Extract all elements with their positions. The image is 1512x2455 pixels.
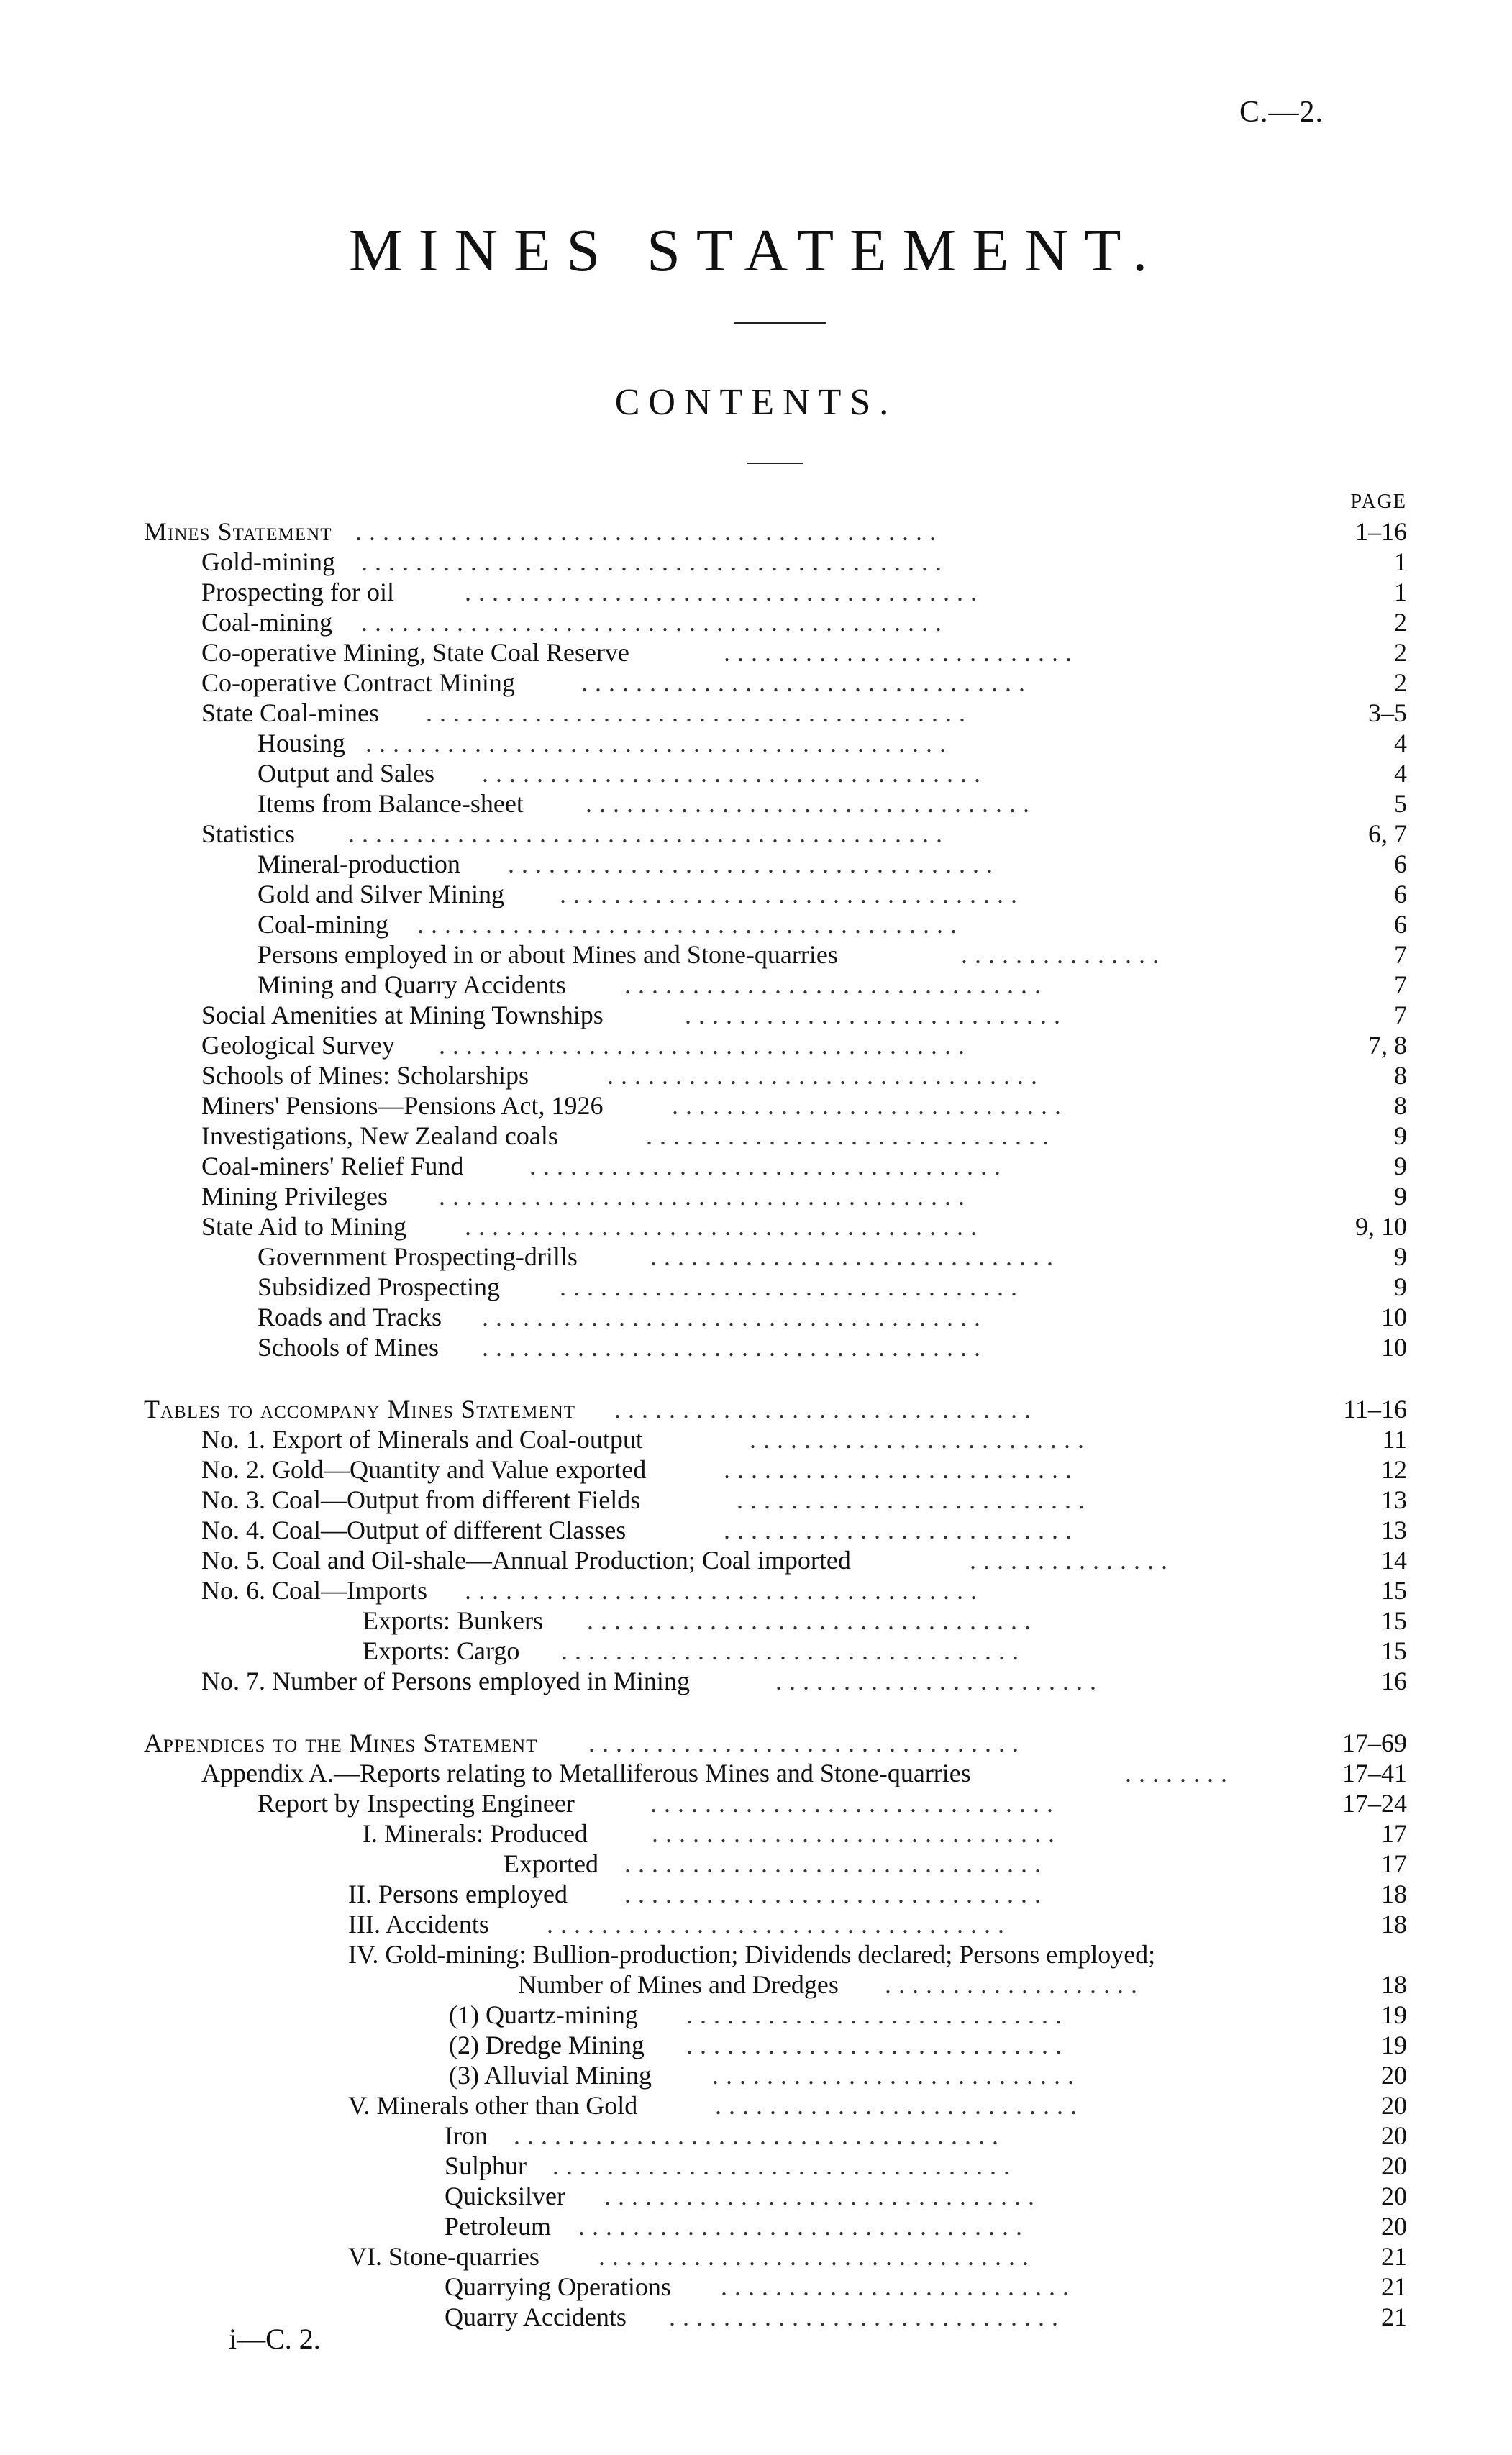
toc-entry-page: 18 [1381, 1910, 1407, 1939]
table-of-contents [144, 516, 1407, 2332]
toc-entry-title: Miners' Pensions—Pensions Act, 1926 [201, 1091, 604, 1120]
toc-entry-title: No. 7. Number of Persons employed in Mining [201, 1667, 690, 1695]
toc-entry [144, 1272, 1407, 1302]
dot-leader: .................................... [514, 2121, 1006, 2150]
toc-entry-page: 14 [1381, 1546, 1407, 1575]
toc-entry-page: 18 [1381, 1970, 1407, 1999]
toc-entry-page: 10 [1381, 1303, 1407, 1331]
toc-entry-title: Iron [445, 2121, 488, 2150]
toc-entry [144, 1788, 1407, 1818]
toc-entry-page: 6 [1394, 850, 1407, 878]
dot-leader: ...................................... [465, 578, 984, 606]
dot-leader: ....................................... [439, 1182, 972, 1211]
dot-leader: ............................... [624, 1880, 1048, 1908]
dot-leader: .................................. [561, 1636, 1026, 1665]
dot-leader: ............................... [624, 1849, 1048, 1878]
toc-entry-title: Mineral-production [258, 850, 460, 878]
toc-entry-page: 20 [1381, 2182, 1407, 2210]
toc-entry [144, 1758, 1407, 1788]
toc-entry-title: III. Accidents [348, 1910, 489, 1939]
footer-page-code: i—C. 2. [229, 2323, 321, 2355]
dot-leader: ............................ [686, 2000, 1069, 2029]
toc-entry-page: 13 [1381, 1485, 1407, 1514]
toc-entry-page: 3–5 [1368, 698, 1407, 727]
toc-entry [144, 788, 1407, 819]
dot-leader: .................................. [552, 2151, 1017, 2180]
toc-entry-page: 19 [1381, 2000, 1407, 2029]
toc-entry [144, 819, 1407, 849]
toc-entry-page: 15 [1381, 1636, 1407, 1665]
toc-entry-title: Co-operative Mining, State Coal Reserve [201, 638, 629, 667]
toc-entry-title: Persons employed in or about Mines and Stone-quarries [258, 940, 838, 969]
dot-leader: ................................ [607, 1061, 1044, 1090]
toc-entry-title: Social Amenities at Mining Townships [201, 1001, 604, 1029]
toc-entry-title: Gold and Silver Mining [258, 880, 504, 908]
toc-entry-title: Schools of Mines: Scholarships [201, 1061, 529, 1090]
toc-entry-page: 17–69 [1342, 1728, 1407, 1757]
dot-leader: ........................................... [361, 608, 949, 637]
section-gap [144, 1362, 1407, 1394]
dot-leader: .............................. [646, 1121, 1056, 1150]
toc-entry-title: Statistics [201, 819, 296, 848]
toc-entry [144, 939, 1407, 970]
title-divider [734, 322, 826, 324]
dot-leader: ............................... [614, 1395, 1038, 1424]
toc-entry-title: Tables to accompany Mines Statement [144, 1395, 576, 1424]
toc-entry [144, 1605, 1407, 1636]
toc-entry-title: State Aid to Mining [201, 1212, 407, 1241]
toc-entry-title: IV. Gold-mining: Bullion-production; Dividends declared; Persons employed; [348, 1940, 1156, 1969]
toc-entry [144, 1090, 1407, 1121]
toc-entry [144, 1879, 1407, 1909]
toc-entry [144, 728, 1407, 758]
toc-entry-title: Coal-mining [258, 910, 388, 939]
toc-entry [144, 1969, 1407, 2000]
dot-leader: ....................................... [439, 1031, 972, 1060]
toc-entry-title: Output and Sales [258, 759, 434, 788]
toc-entry-title: Petroleum [445, 2212, 551, 2241]
toc-entry-page: 17–24 [1342, 1789, 1407, 1818]
toc-entry [144, 698, 1407, 728]
toc-entry-title: Geological Survey [201, 1031, 395, 1060]
toc-entry-title: Exports: Bunkers [363, 1606, 543, 1635]
toc-entry-page: 4 [1394, 729, 1407, 757]
toc-entry [144, 2241, 1407, 2272]
toc-entry-page: 9 [1394, 1182, 1407, 1211]
toc-entry-page: 17 [1381, 1819, 1407, 1848]
dot-leader: ............... [961, 940, 1166, 969]
toc-entry-page: 20 [1381, 2212, 1407, 2241]
dot-leader: ..................................... [482, 1333, 988, 1362]
dot-leader: ..................................... [482, 759, 988, 788]
toc-entry-page: 18 [1381, 1880, 1407, 1908]
toc-entry-title: Exported [504, 1849, 598, 1878]
toc-entry-title: Investigations, New Zealand coals [201, 1121, 558, 1150]
toc-entry-page: 11 [1382, 1425, 1407, 1454]
toc-entry-title: Gold-mining [201, 547, 335, 576]
toc-entry [144, 1000, 1407, 1030]
toc-entry [144, 1242, 1407, 1272]
toc-entry-title: State Coal-mines [201, 698, 379, 727]
toc-entry [144, 1151, 1407, 1181]
toc-entry-page: 8 [1394, 1091, 1407, 1120]
dot-leader: ............................... [624, 970, 1048, 999]
toc-entry-title: (3) Alluvial Mining [449, 2061, 652, 2090]
toc-entry-page: 2 [1394, 638, 1407, 667]
toc-entry [144, 1939, 1407, 1969]
toc-entry [144, 1424, 1407, 1454]
toc-entry-page: 7 [1394, 1001, 1407, 1029]
toc-entry-page: 20 [1381, 2091, 1407, 2120]
toc-entry [144, 1211, 1407, 1242]
dot-leader: ...................................... [465, 1576, 984, 1605]
dot-leader: ................................ [598, 2242, 1036, 2271]
toc-entry [144, 1575, 1407, 1605]
toc-entry [144, 1545, 1407, 1575]
dot-leader: ............... [970, 1546, 1175, 1575]
toc-entry-page: 9 [1394, 1242, 1407, 1271]
dot-leader: .......................... [724, 1455, 1079, 1484]
toc-entry [144, 547, 1407, 577]
dot-leader: ........................................... [355, 517, 943, 546]
toc-entry-page: 16 [1381, 1667, 1407, 1695]
dot-leader: ................................ [604, 2182, 1042, 2210]
dot-leader: ............................ [686, 2031, 1069, 2059]
toc-entry-page: 20 [1381, 2121, 1407, 2150]
dot-leader: .................................. [560, 880, 1024, 908]
toc-entry-page: 7 [1394, 970, 1407, 999]
dot-leader: ............................ [685, 1001, 1067, 1029]
toc-entry-page: 2 [1394, 608, 1407, 637]
toc-entry [144, 909, 1407, 939]
dot-leader: .......................... [724, 1516, 1079, 1544]
toc-entry-page: 9 [1394, 1121, 1407, 1150]
toc-entry [144, 2060, 1407, 2090]
toc-entry-page: 21 [1381, 2303, 1407, 2331]
toc-entry-page: 1 [1394, 578, 1407, 606]
dot-leader: ........................................ [426, 698, 973, 727]
toc-entry-page: 9, 10 [1355, 1212, 1407, 1241]
toc-entry [144, 1515, 1407, 1545]
toc-entry-title: Quicksilver [445, 2182, 565, 2210]
toc-entry [144, 879, 1407, 909]
toc-entry-title: VI. Stone-quarries [348, 2242, 539, 2271]
toc-entry-page: 1–16 [1355, 517, 1407, 546]
dot-leader: .......................... [737, 1485, 1092, 1514]
toc-entry-title: Schools of Mines [258, 1333, 439, 1362]
dot-leader: ......................... [750, 1425, 1091, 1454]
toc-entry-page: 8 [1394, 1061, 1407, 1090]
toc-entry-page: 21 [1381, 2272, 1407, 2301]
toc-entry-title: Appendix A.—Reports relating to Metalliferous Mines and Stone-quarries [201, 1759, 971, 1787]
section-gap [144, 1696, 1407, 1728]
dot-leader: .............................. [652, 1819, 1062, 1848]
toc-entry [144, 2121, 1407, 2151]
toc-entry [144, 849, 1407, 879]
toc-entry-title: Housing [258, 729, 346, 757]
dot-leader: ................... [885, 1970, 1144, 1999]
toc-entry [144, 1121, 1407, 1151]
toc-entry-page: 4 [1394, 759, 1407, 788]
toc-entry-title: I. Minerals: Produced [363, 1819, 588, 1848]
toc-entry-title: No. 1. Export of Minerals and Coal-output [201, 1425, 643, 1454]
dot-leader: ................................ [588, 1728, 1026, 1757]
toc-entry [144, 577, 1407, 607]
dot-leader: ........ [1125, 1759, 1234, 1787]
toc-entry [144, 1818, 1407, 1849]
toc-entry [144, 1394, 1407, 1424]
toc-entry-page: 6, 7 [1368, 819, 1407, 848]
toc-entry-title: No. 4. Coal—Output of different Classes [201, 1516, 627, 1544]
page-column-label: PAGE [1350, 491, 1407, 513]
toc-entry-title: Quarrying Operations [445, 2272, 671, 2301]
toc-entry-title: Roads and Tracks [258, 1303, 442, 1331]
toc-entry-page: 5 [1394, 789, 1407, 818]
toc-entry-title: Appendices to the Mines Statement [144, 1728, 538, 1757]
toc-entry [144, 2030, 1407, 2060]
toc-entry-title: Subsidized Prospecting [258, 1272, 500, 1301]
dot-leader: ........................ [775, 1667, 1103, 1695]
toc-entry-page: 13 [1381, 1516, 1407, 1544]
toc-entry [144, 758, 1407, 788]
toc-entry-page: 1 [1394, 547, 1407, 576]
dot-leader: .................................. [547, 1910, 1011, 1939]
toc-entry-title: Coal-miners' Relief Fund [201, 1152, 464, 1180]
document-code: C.—2. [1239, 96, 1324, 129]
toc-entry [144, 1728, 1407, 1758]
dot-leader: ........................................... [365, 729, 953, 757]
toc-entry [144, 1485, 1407, 1515]
toc-entry [144, 1849, 1407, 1879]
toc-entry-title: II. Persons employed [348, 1880, 568, 1908]
toc-entry-title: (1) Quartz-mining [449, 2000, 638, 2029]
dot-leader: ................................. [586, 789, 1037, 818]
toc-entry-page: 20 [1381, 2061, 1407, 2090]
toc-entry [144, 668, 1407, 698]
dot-leader: .............................. [650, 1242, 1060, 1271]
toc-entry [144, 1909, 1407, 1939]
toc-entry-page: 15 [1381, 1606, 1407, 1635]
toc-entry [144, 1030, 1407, 1060]
toc-entry-title: Quarry Accidents [445, 2303, 627, 2331]
toc-entry [144, 1636, 1407, 1666]
toc-entry [144, 637, 1407, 668]
toc-entry-title: Exports: Cargo [363, 1636, 520, 1665]
toc-entry-title: Mining Privileges [201, 1182, 388, 1211]
dot-leader: ...................................... [465, 1212, 984, 1241]
toc-entry-page: 7, 8 [1368, 1031, 1407, 1060]
dot-leader: ................................. [581, 668, 1032, 697]
contents-heading: CONTENTS. [614, 382, 898, 423]
toc-entry [144, 607, 1407, 637]
toc-entry [144, 1666, 1407, 1696]
toc-entry-page: 6 [1394, 910, 1407, 939]
toc-entry-title: Sulphur [445, 2151, 527, 2180]
toc-entry-page: 12 [1381, 1455, 1407, 1484]
toc-entry-title: (2) Dredge Mining [449, 2031, 645, 2059]
toc-entry-title: Mining and Quarry Accidents [258, 970, 566, 999]
toc-entry [144, 2090, 1407, 2121]
toc-entry [144, 1060, 1407, 1090]
toc-entry-title: No. 6. Coal—Imports [201, 1576, 427, 1605]
toc-entry [144, 1454, 1407, 1485]
dot-leader: ............................. [672, 1091, 1068, 1120]
toc-entry-page: 10 [1381, 1333, 1407, 1362]
toc-entry [144, 516, 1407, 547]
toc-entry [144, 1302, 1407, 1332]
toc-entry-title: Number of Mines and Dredges [518, 1970, 839, 1999]
toc-entry-title: V. Minerals other than Gold [348, 2091, 638, 2120]
toc-entry-page: 9 [1394, 1152, 1407, 1180]
page-title: MINES STATEMENT. [348, 217, 1164, 284]
toc-entry [144, 1181, 1407, 1211]
toc-entry [144, 970, 1407, 1000]
toc-entry-page: 21 [1381, 2242, 1407, 2271]
toc-entry-title: Items from Balance-sheet [258, 789, 524, 818]
toc-entry [144, 2272, 1407, 2302]
dot-leader: ................................... [529, 1152, 1008, 1180]
toc-entry-title: Mines Statement [144, 517, 332, 546]
toc-entry-title: Co-operative Contract Mining [201, 668, 515, 697]
toc-entry-title: Government Prospecting-drills [258, 1242, 578, 1271]
dot-leader: ................................. [578, 2212, 1029, 2241]
toc-entry [144, 2302, 1407, 2332]
dot-leader: .......................... [721, 2272, 1076, 2301]
dot-leader: .............................. [650, 1789, 1060, 1818]
dot-leader: .......................... [724, 638, 1079, 667]
toc-entry-page: 6 [1394, 880, 1407, 908]
toc-entry-page: 9 [1394, 1272, 1407, 1301]
toc-entry [144, 1332, 1407, 1362]
toc-entry-page: 2 [1394, 668, 1407, 697]
dot-leader: ........................... [715, 2091, 1084, 2120]
toc-entry-title: Coal-mining [201, 608, 332, 637]
toc-entry-title: No. 2. Gold—Quantity and Value exported [201, 1455, 647, 1484]
dot-leader: ............................................ [348, 819, 949, 848]
toc-entry-page: 7 [1394, 940, 1407, 969]
dot-leader: ............................. [669, 2303, 1065, 2331]
toc-entry-title: Report by Inspecting Engineer [258, 1789, 575, 1818]
toc-entry-title: No. 3. Coal—Output from different Fields [201, 1485, 641, 1514]
dot-leader: .................................... [508, 850, 1000, 878]
dot-leader: ........................... [712, 2061, 1081, 2090]
toc-entry-page: 15 [1381, 1576, 1407, 1605]
toc-entry [144, 2181, 1407, 2211]
toc-entry [144, 2000, 1407, 2030]
dot-leader: .................................. [560, 1272, 1024, 1301]
dot-leader: ........................................... [361, 547, 949, 576]
toc-entry-page: 19 [1381, 2031, 1407, 2059]
toc-entry-title: Prospecting for oil [201, 578, 394, 606]
dot-leader: ..................................... [482, 1303, 988, 1331]
toc-entry-page: 20 [1381, 2151, 1407, 2180]
dot-leader: ................................. [587, 1606, 1038, 1635]
toc-entry [144, 2151, 1407, 2181]
dot-leader: ........................................ [417, 910, 964, 939]
toc-entry-title: No. 5. Coal and Oil-shale—Annual Production; Coal imported [201, 1546, 851, 1575]
toc-entry-page: 17 [1381, 1849, 1407, 1878]
contents-divider [747, 463, 803, 464]
toc-entry [144, 2211, 1407, 2241]
toc-entry-page: 17–41 [1342, 1759, 1407, 1787]
toc-entry-page: 11–16 [1343, 1395, 1407, 1424]
